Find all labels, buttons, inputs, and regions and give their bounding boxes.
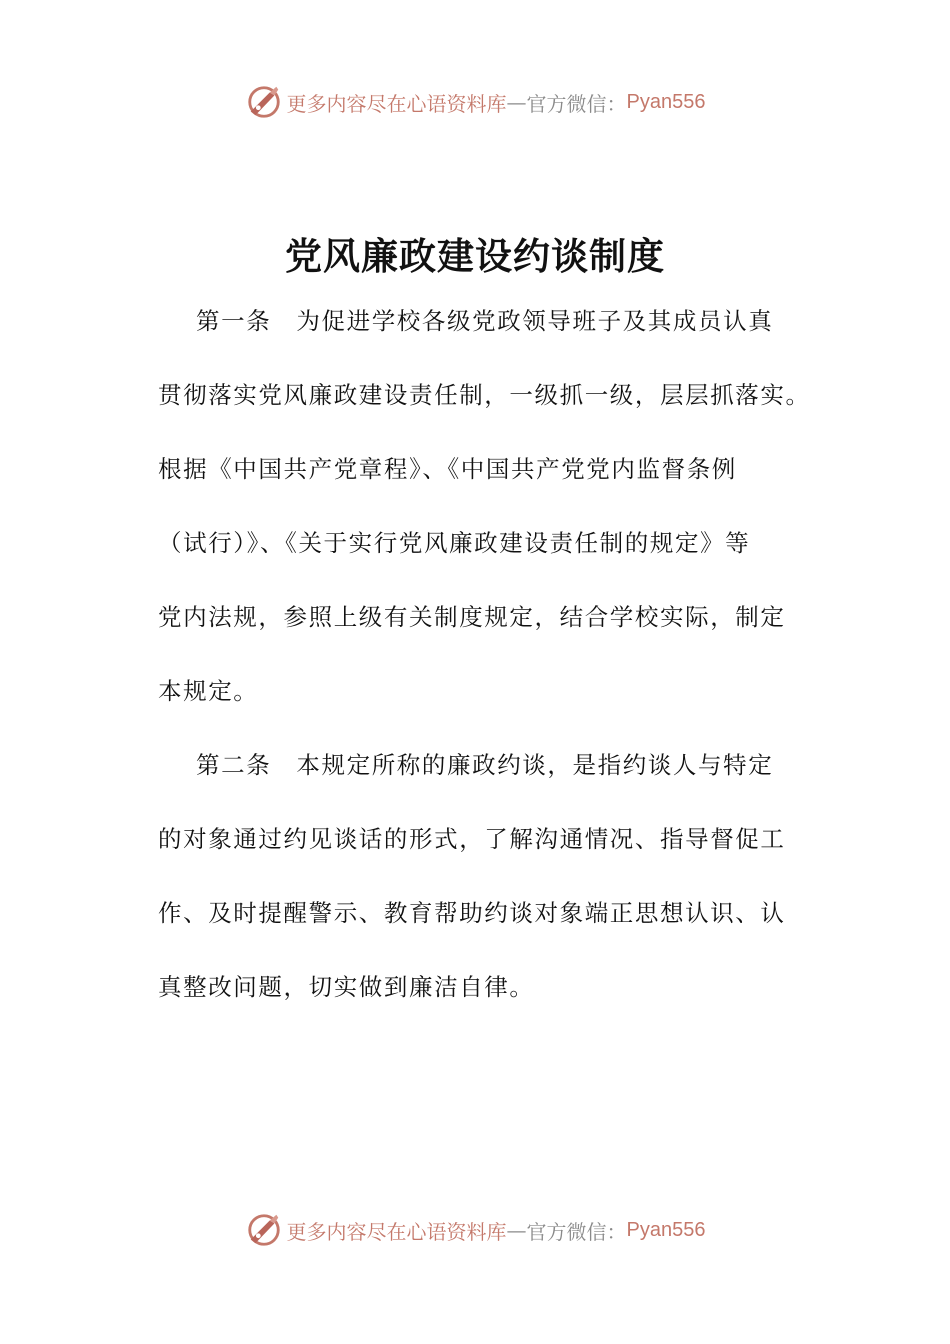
watermark-wechat-id: Pyan556 [626, 1218, 706, 1241]
watermark-wechat-id: Pyan556 [626, 90, 706, 113]
watermark-banner-bottom [0, 1208, 950, 1252]
pen-logo-icon [245, 83, 283, 121]
watermark-dash: — [506, 1218, 527, 1242]
paragraph-1-line-1: 第一条 为促进学校各级党政领导班子及其成员认真 [196, 307, 774, 335]
watermark-banner-top [0, 80, 950, 124]
paragraph-2-line-3: 作、及时提醒警示、教育帮助约谈对象端正思想认识、认 [158, 899, 786, 927]
paragraph-1-line-3: 根据《中国共产党章程》、《中国共产党党内监督条例 [158, 455, 737, 483]
paragraph-2-line-1: 第二条 本规定所称的廉政约谈，是指约谈人与特定 [196, 751, 774, 779]
paragraph-2-line-4: 真整改问题，切实做到廉洁自律。 [158, 973, 535, 1001]
document-body [158, 296, 811, 1036]
watermark-dash: — [506, 90, 527, 114]
watermark-main-text: 更多内容尽在心语资料库 [286, 91, 507, 116]
paragraph-1-line-2: 贯彻落实党风廉政建设责任制，一级抓一级，层层抓落实。 [158, 381, 811, 409]
paragraph-1-line-6: 本规定。 [158, 677, 259, 705]
watermark-main-text: 更多内容尽在心语资料库 [286, 1219, 507, 1244]
watermark-sub-text: 官方微信： [526, 1219, 627, 1244]
document-title: 党风廉政建设约谈制度 [285, 235, 665, 278]
paragraph-2-line-2: 的对象通过约见谈话的形式，了解沟通情况、指导督促工 [158, 825, 786, 853]
watermark-sub-text: 官方微信： [526, 91, 627, 116]
paragraph-1-line-5: 党内法规，参照上级有关制度规定，结合学校实际，制定 [158, 603, 786, 631]
pen-logo-icon [245, 1211, 283, 1249]
paragraph-1-line-4: （试行）》、《关于实行党风廉政建设责任制的规定》等 [158, 529, 751, 557]
